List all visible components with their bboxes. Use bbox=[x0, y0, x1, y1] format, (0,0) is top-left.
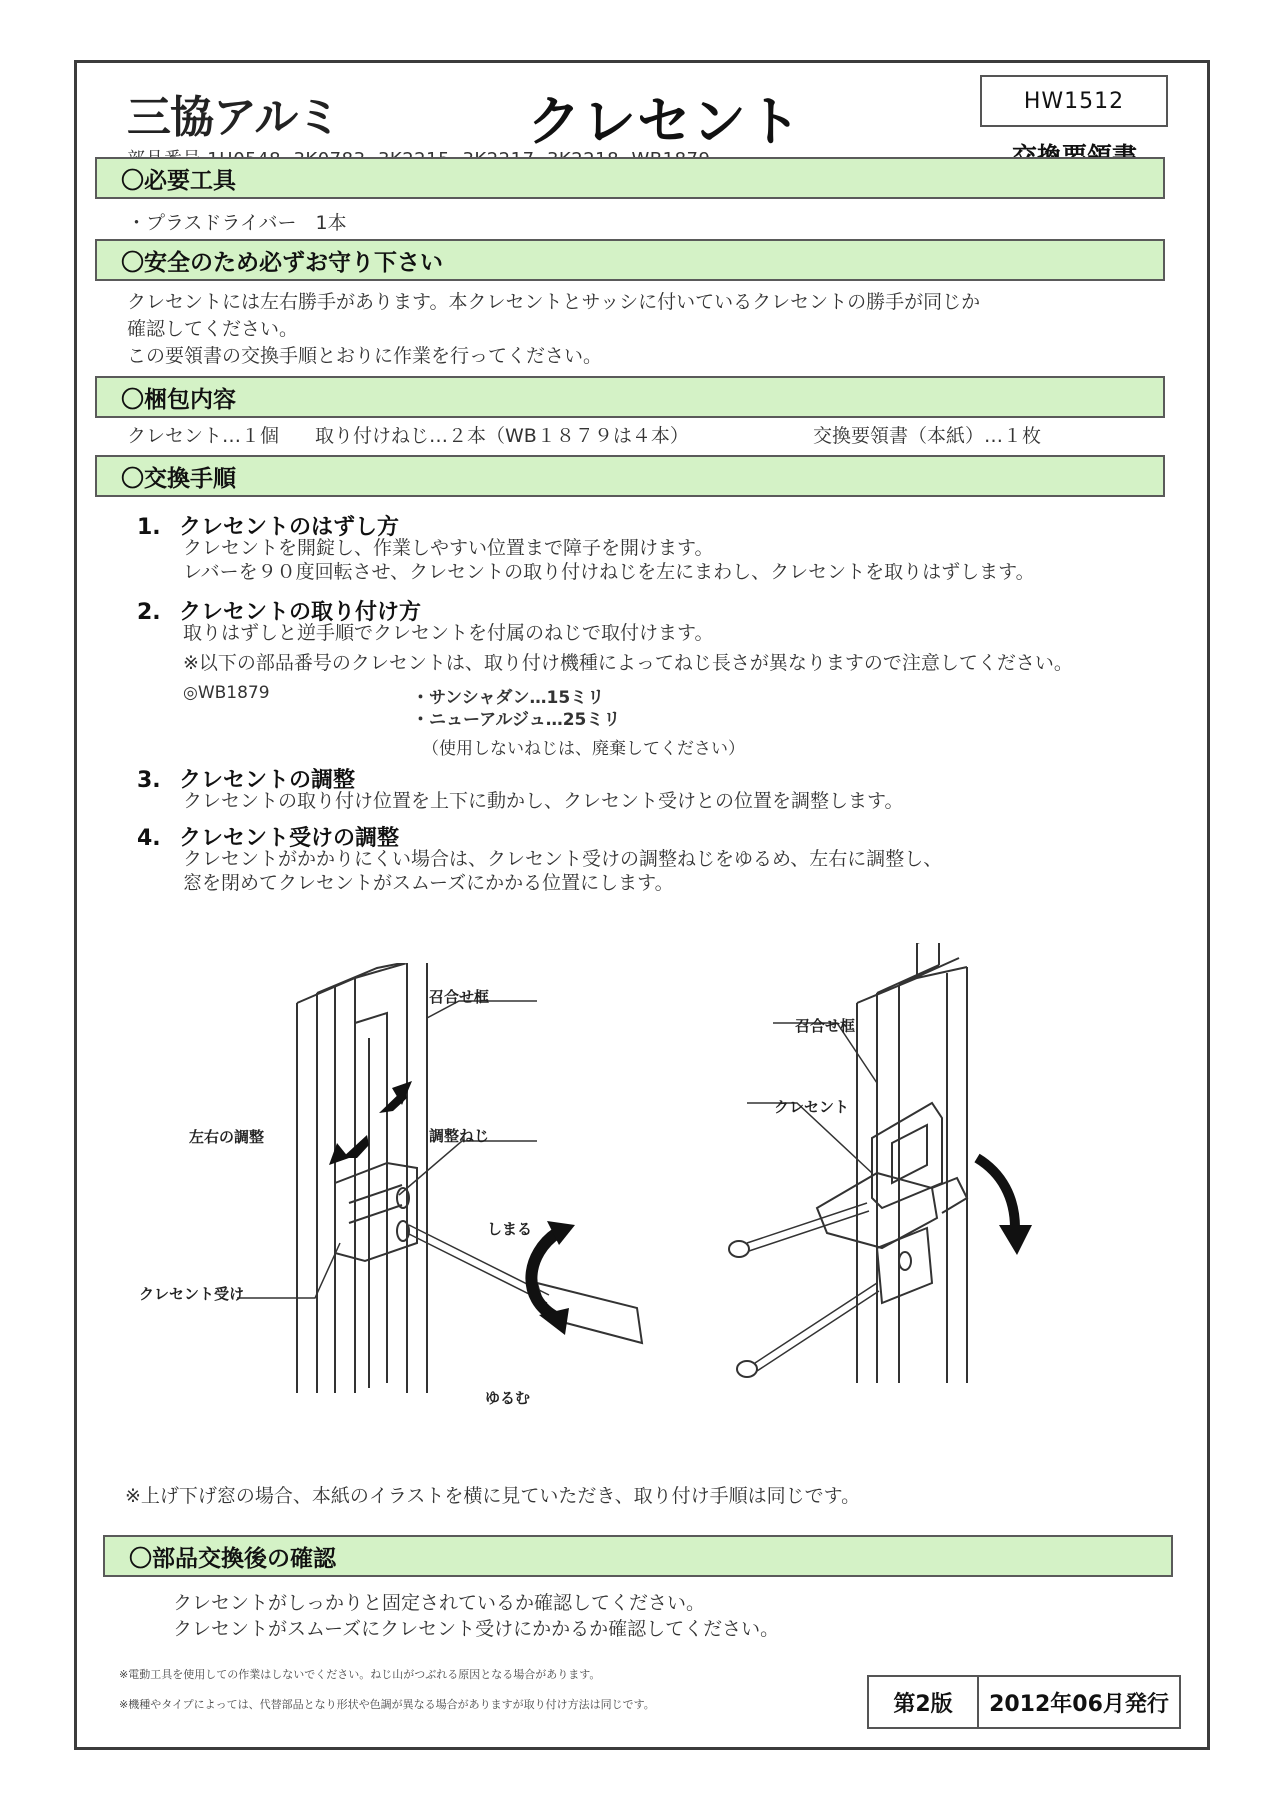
label-frame-left: 召合せ框 bbox=[429, 988, 490, 1006]
page-title: クレセント bbox=[527, 90, 802, 153]
step-2-line-1: 取りはずしと逆手順でクレセントを付属のねじで取付けます。 bbox=[183, 622, 714, 644]
instruction-sheet bbox=[74, 60, 1210, 1750]
left-arrow-icon bbox=[329, 1143, 349, 1165]
step-3-line-1: クレセントの取り付け位置を上下に動かし、クレセント受けとの位置を調整します。 bbox=[183, 790, 904, 812]
label-frame-right: 召合せ框 bbox=[795, 1017, 856, 1035]
label-tighten: しまる bbox=[487, 1220, 533, 1238]
footer-note-2: ※機種やタイプによっては、代替部品となり形状や色調が異なる場合がありますが取り付け方法は同じです。 bbox=[119, 1698, 655, 1711]
step-1-line-2: レバーを９０度回転させ、クレセントの取り付けねじを左にまわし、クレセントを取りはずします。 bbox=[183, 561, 1035, 583]
receiver-adjustment-illustration bbox=[237, 963, 677, 1403]
edition-box: 第2版 bbox=[867, 1675, 979, 1729]
safety-line-3: この要領書の交換手順とおりに作業を行ってください。 bbox=[127, 345, 603, 367]
rotate-arrow-icon bbox=[977, 1158, 1015, 1228]
safety-line-2: 確認してください。 bbox=[127, 318, 299, 340]
step-3-title: 3. クレセントの調整 bbox=[137, 768, 356, 793]
footer-note-1: ※電動工具を使用しての作業はしないでください。ねじ山がつぶれる原因となる場合があります。 bbox=[119, 1668, 601, 1681]
step-4-line-2: 窓を閉めてクレセントがスムーズにかかる位置にします。 bbox=[183, 872, 674, 894]
contents-item-1: クレセント…１個 bbox=[127, 425, 280, 447]
step-2-option-2: ・ニューアルジュ…25ミリ bbox=[412, 710, 621, 730]
doc-number-box: HW1512 bbox=[980, 75, 1168, 127]
tools-item: ・プラスドライバー 1本 bbox=[127, 212, 347, 234]
check-line-1: クレセントがしっかりと固定されているか確認してください。 bbox=[173, 1592, 706, 1614]
section-header-safety: 〇安全のため必ずお守り下さい bbox=[95, 239, 1165, 281]
crescent-installation-illustration bbox=[677, 943, 1097, 1383]
label-loosen: ゆるむ bbox=[485, 1389, 531, 1407]
illustration-note: ※上げ下げ窓の場合、本紙のイラストを横に見ていただき、取り付け手順は同じです。 bbox=[125, 1485, 861, 1507]
section-header-procedure: 〇交換手順 bbox=[95, 455, 1165, 497]
check-line-2: クレセントがスムーズにクレセント受けにかかるか確認してください。 bbox=[173, 1618, 780, 1640]
rotate-arrow-icon bbox=[531, 1233, 557, 1318]
label-crescent: クレセント bbox=[774, 1098, 850, 1116]
step-1-line-1: クレセントを開錠し、作業しやすい位置まで障子を開けます。 bbox=[183, 537, 714, 559]
label-lr-adjust: 左右の調整 bbox=[189, 1128, 265, 1146]
section-header-check: 〇部品交換後の確認 bbox=[103, 1535, 1173, 1577]
step-2-option-3: （使用しないねじは、廃棄してください） bbox=[422, 739, 745, 759]
step-2-option-1: ・サンシャダン…15ミリ bbox=[412, 688, 605, 708]
safety-line-1: クレセントには左右勝手があります。本クレセントとサッシに付いているクレセントの勝手が同じか bbox=[127, 291, 981, 313]
label-receiver: クレセント受け bbox=[139, 1285, 245, 1303]
contents-item-3: 交換要領書（本紙）…１枚 bbox=[813, 425, 1042, 447]
step-2-model: ◎WB1879 bbox=[183, 683, 270, 703]
step-4-title: 4. クレセント受けの調整 bbox=[137, 826, 400, 851]
issue-date-box: 2012年06月発行 bbox=[977, 1675, 1181, 1729]
company-logo: 三協アルミ bbox=[127, 92, 341, 143]
step-4-line-1: クレセントがかかりにくい場合は、クレセント受けの調整ねじをゆるめ、左右に調整し、 bbox=[183, 848, 943, 870]
section-header-contents: 〇梱包内容 bbox=[95, 376, 1165, 418]
step-1-title: 1. クレセントのはずし方 bbox=[137, 515, 400, 540]
section-header-tools: 〇必要工具 bbox=[95, 157, 1165, 199]
step-2-title: 2. クレセントの取り付け方 bbox=[137, 600, 422, 625]
step-2-note: ※以下の部品番号のクレセントは、取り付け機種によってねじ長さが異なりますので注意してください。 bbox=[183, 652, 1073, 674]
label-adjust-screw: 調整ねじ bbox=[429, 1127, 490, 1145]
contents-item-2: 取り付けねじ…２本（WB１８７９は４本） bbox=[315, 425, 689, 447]
